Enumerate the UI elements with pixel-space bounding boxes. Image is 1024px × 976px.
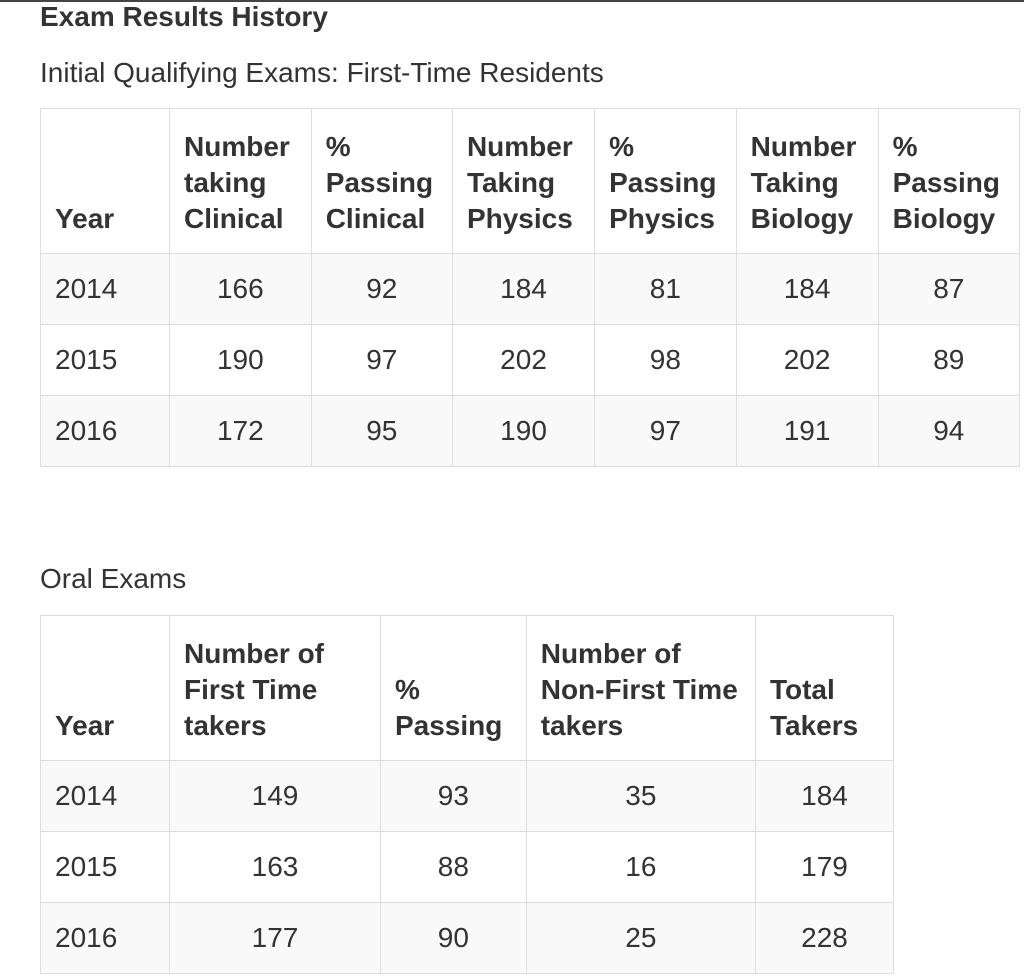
- table-row: [41, 254, 1020, 325]
- table-cell: 87: [878, 254, 1019, 325]
- table-cell: 35: [526, 761, 755, 832]
- column-header-percent-passing-physics: % Passing Physics: [595, 109, 736, 254]
- table-cell: 166: [170, 254, 312, 325]
- table-cell: 202: [452, 325, 594, 396]
- qualifying-section-title: Initial Qualifying Exams: First-Time Residents: [40, 57, 604, 88]
- qualifying-results-table: [40, 108, 1020, 467]
- table-cell: 190: [170, 325, 312, 396]
- table-cell: 184: [736, 254, 878, 325]
- column-header-year: Year: [41, 109, 170, 254]
- column-header-total-takers: Total Takers: [755, 616, 893, 761]
- table-row: [41, 903, 894, 974]
- table-row: [41, 761, 894, 832]
- table-cell: 184: [755, 761, 893, 832]
- table-cell: 98: [595, 325, 736, 396]
- table-cell: 184: [452, 254, 594, 325]
- cell-year: 2014: [41, 761, 170, 832]
- cell-year: 2016: [41, 396, 170, 467]
- column-header-non-first-time-takers: Number of Non-First Time takers: [526, 616, 755, 761]
- table-cell: 95: [311, 396, 452, 467]
- table-cell: 149: [170, 761, 381, 832]
- table-cell: 93: [380, 761, 526, 832]
- table-cell: 202: [736, 325, 878, 396]
- table-cell: 177: [170, 903, 381, 974]
- table-cell: 25: [526, 903, 755, 974]
- column-header-number-taking-physics: Number Taking Physics: [452, 109, 594, 254]
- cell-year: 2016: [41, 903, 170, 974]
- table-cell: 81: [595, 254, 736, 325]
- table-cell: 163: [170, 832, 381, 903]
- table-row: [41, 832, 894, 903]
- table-cell: 94: [878, 396, 1019, 467]
- table-cell: 97: [311, 325, 452, 396]
- oral-section-title: Oral Exams: [40, 563, 187, 594]
- table-header-row: [41, 616, 894, 761]
- page-title: Exam Results History: [40, 1, 328, 32]
- column-header-year: Year: [41, 616, 170, 761]
- cell-year: 2015: [41, 325, 170, 396]
- column-header-number-taking-clinical: Number taking Clinical: [170, 109, 312, 254]
- table-row: [41, 396, 1020, 467]
- table-cell: 191: [736, 396, 878, 467]
- table-cell: 228: [755, 903, 893, 974]
- table-cell: 90: [380, 903, 526, 974]
- table-cell: 89: [878, 325, 1019, 396]
- table-cell: 190: [452, 396, 594, 467]
- column-header-percent-passing-biology: % Passing Biology: [878, 109, 1019, 254]
- table-cell: 97: [595, 396, 736, 467]
- column-header-percent-passing-clinical: % Passing Clinical: [311, 109, 452, 254]
- column-header-number-taking-biology: Number Taking Biology: [736, 109, 878, 254]
- cell-year: 2014: [41, 254, 170, 325]
- table-cell: 172: [170, 396, 312, 467]
- table-header-row: [41, 109, 1020, 254]
- table-row: [41, 325, 1020, 396]
- table-cell: 16: [526, 832, 755, 903]
- table-cell: 179: [755, 832, 893, 903]
- column-header-first-time-takers: Number of First Time takers: [170, 616, 381, 761]
- table-cell: 88: [380, 832, 526, 903]
- oral-results-table: [40, 615, 894, 974]
- cell-year: 2015: [41, 832, 170, 903]
- column-header-percent-passing: % Passing: [380, 616, 526, 761]
- table-cell: 92: [311, 254, 452, 325]
